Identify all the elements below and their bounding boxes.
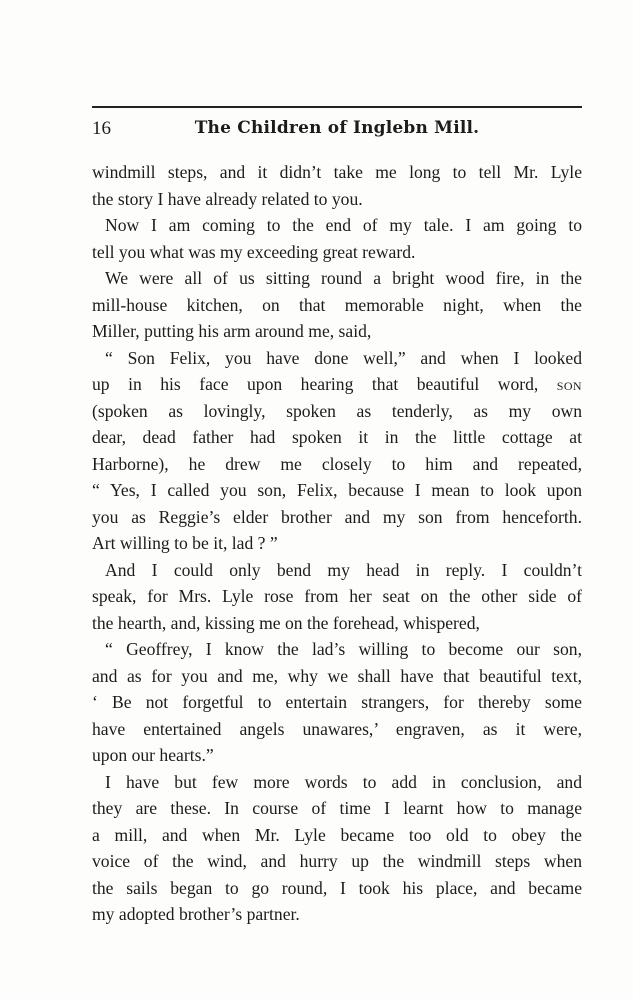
text-line [92,424,582,451]
text-line-content: voice of the wind, and hurry up the windmill steps when [92,851,582,871]
text-line-content: Harborne), he drew me closely to him and repeated, [92,453,582,474]
text-line [92,318,582,345]
text-line-content: dear, dead father had spoken it in the little cottage at [92,427,582,447]
small-caps-word: son [556,374,582,394]
running-title: The Children of Inglebn Mill. [194,118,480,138]
text-line-content: have entertained angels unawares,’ engraven, as it were, [92,718,582,739]
text-line [92,689,582,716]
text-line-content: I have but few more words to add in conclusion, and [105,771,582,792]
text-line-content: Now I am coming to the end of my tale. I am going to [105,215,582,235]
text-line-content: you as Reggie’s elder brother and my son from henceforth. [92,506,582,527]
text-line-content: ‘ Be not forgetful to entertain strangers, for thereby some [92,692,582,712]
body-text [92,159,582,928]
text-line [92,875,582,902]
text-line [92,610,582,637]
text-line-content: tell you what was my exceeding great reward. [92,241,416,262]
text-line [92,477,582,504]
text-line-content: Miller, putting his arm around me, said, [92,321,372,341]
text-line [92,769,582,796]
text-line [92,265,582,292]
text-line-content: upon our hearts.” [92,745,214,765]
text-line-content: Art willing to be it, lad ? ” [92,533,278,553]
text-line-content: up in his face upon hearing that beautiful word, [92,374,539,394]
text-line-content: the story I have already related to you. [92,188,363,209]
text-line [92,663,582,690]
text-line [92,292,582,319]
text-line [92,398,582,425]
header-rule [92,106,582,108]
text-line-content: my adopted brother’s partner. [92,904,300,924]
text-line-content: mill-house kitchen, on that memorable night, when the [92,294,582,315]
text-line [92,795,582,822]
text-line [92,159,582,186]
text-line-content: windmill steps, and it didn’t take me long to tell Mr. Lyle [92,162,582,182]
text-line [92,451,582,478]
text-line-content: speak, for Mrs. Lyle rose from her seat on the other side of [92,586,582,606]
text-line-content: the hearth, and, kissing me on the forehead, whispered, [92,612,480,633]
text-line-content: (spoken as lovingly, spoken as tenderly, as my own [92,400,582,421]
text-line [92,345,582,372]
text-line [92,530,582,557]
text-line [92,901,582,928]
text-line-content: the sails began to go round, I took his place, and became [92,877,582,898]
text-line [92,557,582,584]
text-line [92,716,582,743]
text-line-content: We were all of us sitting round a bright wood fire, in the [105,268,582,288]
text-line-content: and as for you and me, why we shall have that beautiful text, [92,665,582,686]
text-line [92,583,582,610]
text-line-content: a mill, and when Mr. Lyle became too old to obey the [92,824,582,845]
page-number: 16 [92,118,111,139]
text-line [92,186,582,213]
page-header [92,106,582,140]
text-line [92,742,582,769]
text-line [92,848,582,875]
text-line-content: And I could only bend my head in reply. I couldn’t [105,559,582,580]
text-line [92,822,582,849]
text-line-content: “ Yes, I called you son, Felix, because I mean to look upon [92,480,582,500]
text-line [92,504,582,531]
text-line-content: “ Geoffrey, I know the lad’s willing to become our son, [105,639,582,659]
text-line [92,212,582,239]
text-line [92,371,582,398]
text-line [92,239,582,266]
text-line [92,636,582,663]
text-line-content: they are these. In course of time I learnt how to manage [92,798,582,818]
text-line-content: “ Son Felix, you have done well,” and when I looked [105,347,582,368]
